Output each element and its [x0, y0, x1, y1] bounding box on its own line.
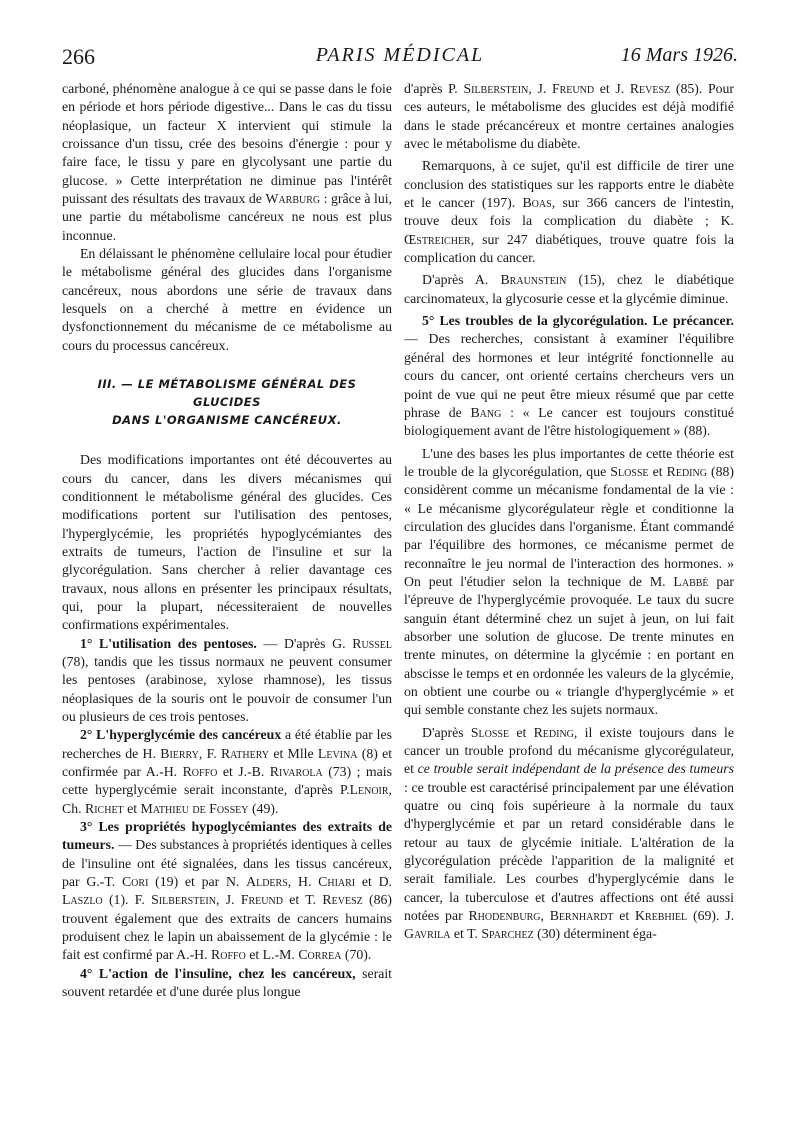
paragraph-slosse-reding: L'une des bases les plus importantes de cette théorie est le trouble de la glycorégulation, que Slosse et Reding (88) considèrent comme un mécanisme fondamental de la vie : « Le mécanisme glycorégulateur règle et conditionne la circulation des glucides dans l'organisme. Étant commandé par l'équilibre des hormones, ce mécanisme permet de reconnaître le jeu normal de l'interaction des hormones. » On peut l'étudier selon la technique de M. Labbé par l'épreuve de l'hyperglycémie provoquée. Le taux du sucre sanguin étant déterminé chez un sujet à jeun, on lui fait absorber une solution de glucose. De trente minutes en trente minutes, on détermine la glycémie : en portant en abscisse le temps et en ordonnée les valeurs de la glycémie, on obtient une courbe ou « triangle d'hyperglycémie » et qui semble constante chez les sujets normaux.: [404, 445, 735, 718]
paragraph-braunstein: D'après A. Braunstein (15), chez le diabétique carcinomateux, la glycosurie cesse et la glycémie diminue.: [404, 272, 735, 306]
paragraph-warburg: carboné, phénomène analogue à ce qui se passe dans le foie en période et hors période digestive... Dans le cas du tissu néoplasique, un facteur X intervient qui stimule la croissance d'un tissu, crée des besoins d'énergie : pour y faire face, le tissu y pare en glycolysant une partie du glucose. » Cette interprétation ne diminue pas l'intérêt puissant des résultats des travaux de Warburg : grâce à lui, une partie du métabolisme cancéreux ne nous est plus inconnue.: [62, 81, 393, 243]
subsection-insuline: 4° L'action de l'insuline, chez les cancéreux, serait souvent retardée et d'une durée plus longue: [62, 965, 392, 1000]
section-heading: III. — LE MÉTABOLISME GÉNÉRAL DES GLUCIDES DANS L'ORGANISME CANCÉREUX.: [97, 377, 357, 428]
left-column: [62, 80, 392, 1001]
paragraph-modifications: Des modifications importantes ont été découvertes au cours du cancer, dans les divers mécanismes qui conditionnent le métabolisme général des glucides. Ces modifications portent sur l'utilisation des pentoses, l'hyperglycémie, les propriétés hypoglycémiantes des extraits de tumeurs, l'action de l'insuline et sur la glycorégulation. Sans chercher à relier davantage ces travaux, nous allons en présenter les principaux résultats, qui, pour la plupart, nécessiteraient de nouvelles confirmations expérimentales.: [62, 452, 392, 633]
right-column: [404, 80, 734, 944]
paragraph-trouble-glycoregulateur: D'après Slosse et Reding, il existe toujours dans le cancer un trouble profond du mécanisme glycorégulateur, et ce trouble serait indépendant de la présence des tumeurs : ce trouble est caractérisé principalement par une élévation quatre ou cinq fois supérieure à la normale du taux d'hyperglycémie et par un retard considérable dans le retour au taux de glycémie initiale. L'altération de la glycorégulation précède l'apparition de la malignité et serait familiale. Les courbes d'hyperglycémie dans le cancer, la tuberculose et d'autres affections ont été aussi notées par Rhodenburg, Bernhardt et Krebhiel (69). J. Gavrila et T. Sparchez (30) déterminent éga-: [404, 724, 735, 942]
subsection-pentoses: 1° L'utilisation des pentoses. — D'après G. Russel (78), tandis que les tissus normaux ne peuvent consumer les pentoses (arabinose, xylose rhamnose), les tissus néoplasiques de la souris ont le pouvoir de consumer l'un ou plusieurs de ces trois pentoses.: [62, 635, 393, 724]
issue-date: 16 Mars 1926.: [620, 44, 738, 66]
page-number: 266: [62, 44, 95, 69]
subsection-hyperglycemie: 2° L'hyperglycémie des cancéreux a été établie par les recherches de H. Bierry, F. Rathery et Mlle Levina (8) et confirmée par A.-H. Roffo et J.-B. Rivarola (73) ; mais cette hyperglycémie serait inconstante, d'après P.Lenoir, Ch. Richet et Mathieu de Fossey (49).: [62, 727, 393, 816]
paragraph-silberstein: d'après P. Silberstein, J. Freund et J. Revesz (85). Pour ces auteurs, le métabolisme des glucides est déjà modifié dans le stade précancéreux et montre certaines analogies avec le métabolisme du diabète.: [404, 81, 735, 152]
journal-title: PARIS MÉDICAL: [315, 44, 485, 66]
subsection-glycoregulation: 5° Les troubles de la glycorégulation. Le précancer. — Des recherches, consistant à examiner l'équilibre général des hormones et leur intégrité fonctionnelle au cours du cancer, ont orienté certains chercheurs vers un point de vue qui ne peut être mieux résumé que par cette phrase de Bang : « Le cancer est toujours constitué biologiquement avant de l'être histologiquement » (88).: [404, 313, 734, 439]
running-header: [62, 44, 738, 76]
subsection-hypoglycemiantes: 3° Les propriétés hypoglycémiantes des extraits de tumeurs. — Des substances à propriétés identiques à celles de l'insuline ont été signalées, dans les tissus cancéreux, par G.-T. Cori (19) et par N. Alders, H. Chiari et D. Laszlo (1). F. Silberstein, J. Freund et T. Revesz (86) trouvent également que des extraits de cancers humains produisent chez le lapin un abaissement de la glycémie : le fait est confirmé par A.-H. Roffo et L.-M. Correa (70).: [62, 819, 393, 963]
paragraph-intro-general: En délaissant le phénomène cellulaire local pour étudier le métabolisme général des glucides dans l'organisme cancéreux, nous abordons une série de travaux dans lesquels on a cherché à mettre en évidence un dysfonctionnement du mécanisme de ce métabolisme au cours du processus cancéreux.: [62, 246, 392, 353]
paragraph-diabete-cancer: Remarquons, à ce sujet, qu'il est difficile de tirer une conclusion des statistiques sur les rapports entre le diabète et le cancer (197). Boas, sur 366 cancers de l'intestin, trouve deux fois la complication du diabète ; K. Œstreicher, sur 247 diabétiques, trouve quatre fois la complication du cancer.: [404, 158, 734, 266]
